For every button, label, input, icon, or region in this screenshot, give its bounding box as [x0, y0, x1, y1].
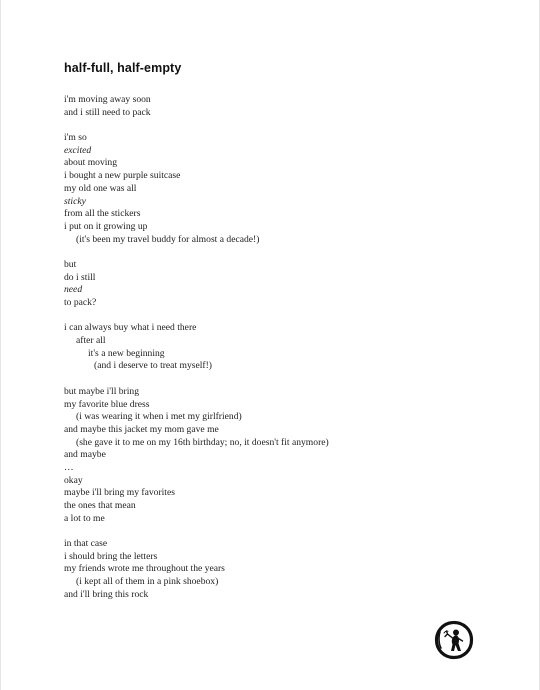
- poem-line: (it's been my travel buddy for almost a decade!): [76, 233, 260, 245]
- poem-line: (i was wearing it when i met my girlfriend): [76, 411, 242, 423]
- poem-line: sticky: [64, 195, 86, 207]
- poem-line: it's a new beginning: [88, 347, 165, 359]
- poem-line: my friends wrote me throughout the years: [64, 563, 225, 575]
- poem-line: and i'll bring this rock: [64, 588, 149, 600]
- poem-line: but: [64, 258, 77, 270]
- poem-line: and maybe this jacket my mom gave me: [64, 423, 219, 435]
- poem-line: about moving: [64, 157, 118, 169]
- poem-line: i can always buy what i need there: [64, 322, 197, 334]
- poem-line: the ones that mean: [64, 500, 136, 511]
- poem-line: from all the stickers: [64, 208, 141, 220]
- poem-line: i'm so: [64, 132, 87, 144]
- poem-line: i bought a new purple suitcase: [64, 170, 181, 182]
- poem-line: my favorite blue dress: [64, 398, 150, 410]
- poem-line: and maybe: [64, 449, 106, 461]
- poem-line: maybe i'll bring my favorites: [64, 487, 175, 499]
- poem-line: …: [64, 461, 74, 473]
- poem-title: half-full, half-empty: [64, 61, 182, 75]
- poem-line: i should bring the letters: [64, 550, 158, 562]
- poem-line: (she gave it to me on my 16th birthday; no, it doesn't fit anymore): [76, 436, 329, 448]
- poem-line: do i still: [64, 271, 96, 283]
- poem-line: in that case: [64, 538, 108, 550]
- poem-line: (i kept all of them in a pink shoebox): [76, 576, 219, 588]
- poem-line: (and i deserve to treat myself!): [94, 360, 213, 372]
- poem-line: i put on it growing up: [64, 220, 148, 232]
- poem-body: [64, 94, 504, 602]
- poem-line: okay: [64, 474, 83, 486]
- stanza-break: [64, 246, 504, 259]
- poem-line: need: [64, 284, 83, 296]
- stanza-break: [64, 310, 504, 323]
- poem-line: i'm moving away soon: [64, 94, 151, 105]
- ink-circle-figure-logo-icon: [434, 620, 474, 660]
- poem-line: my old one was all: [64, 182, 137, 194]
- poem-line: a lot to me: [64, 512, 105, 524]
- poem-line: after all: [76, 335, 106, 347]
- stanza-break: [64, 119, 504, 132]
- stanza-break: [64, 525, 504, 538]
- poem-line: to pack?: [64, 297, 97, 308]
- poem-line: but maybe i'll bring: [64, 385, 140, 397]
- poem-line: and i still need to pack: [64, 106, 151, 118]
- stanza-break: [64, 373, 504, 386]
- poem-line: excited: [64, 144, 92, 156]
